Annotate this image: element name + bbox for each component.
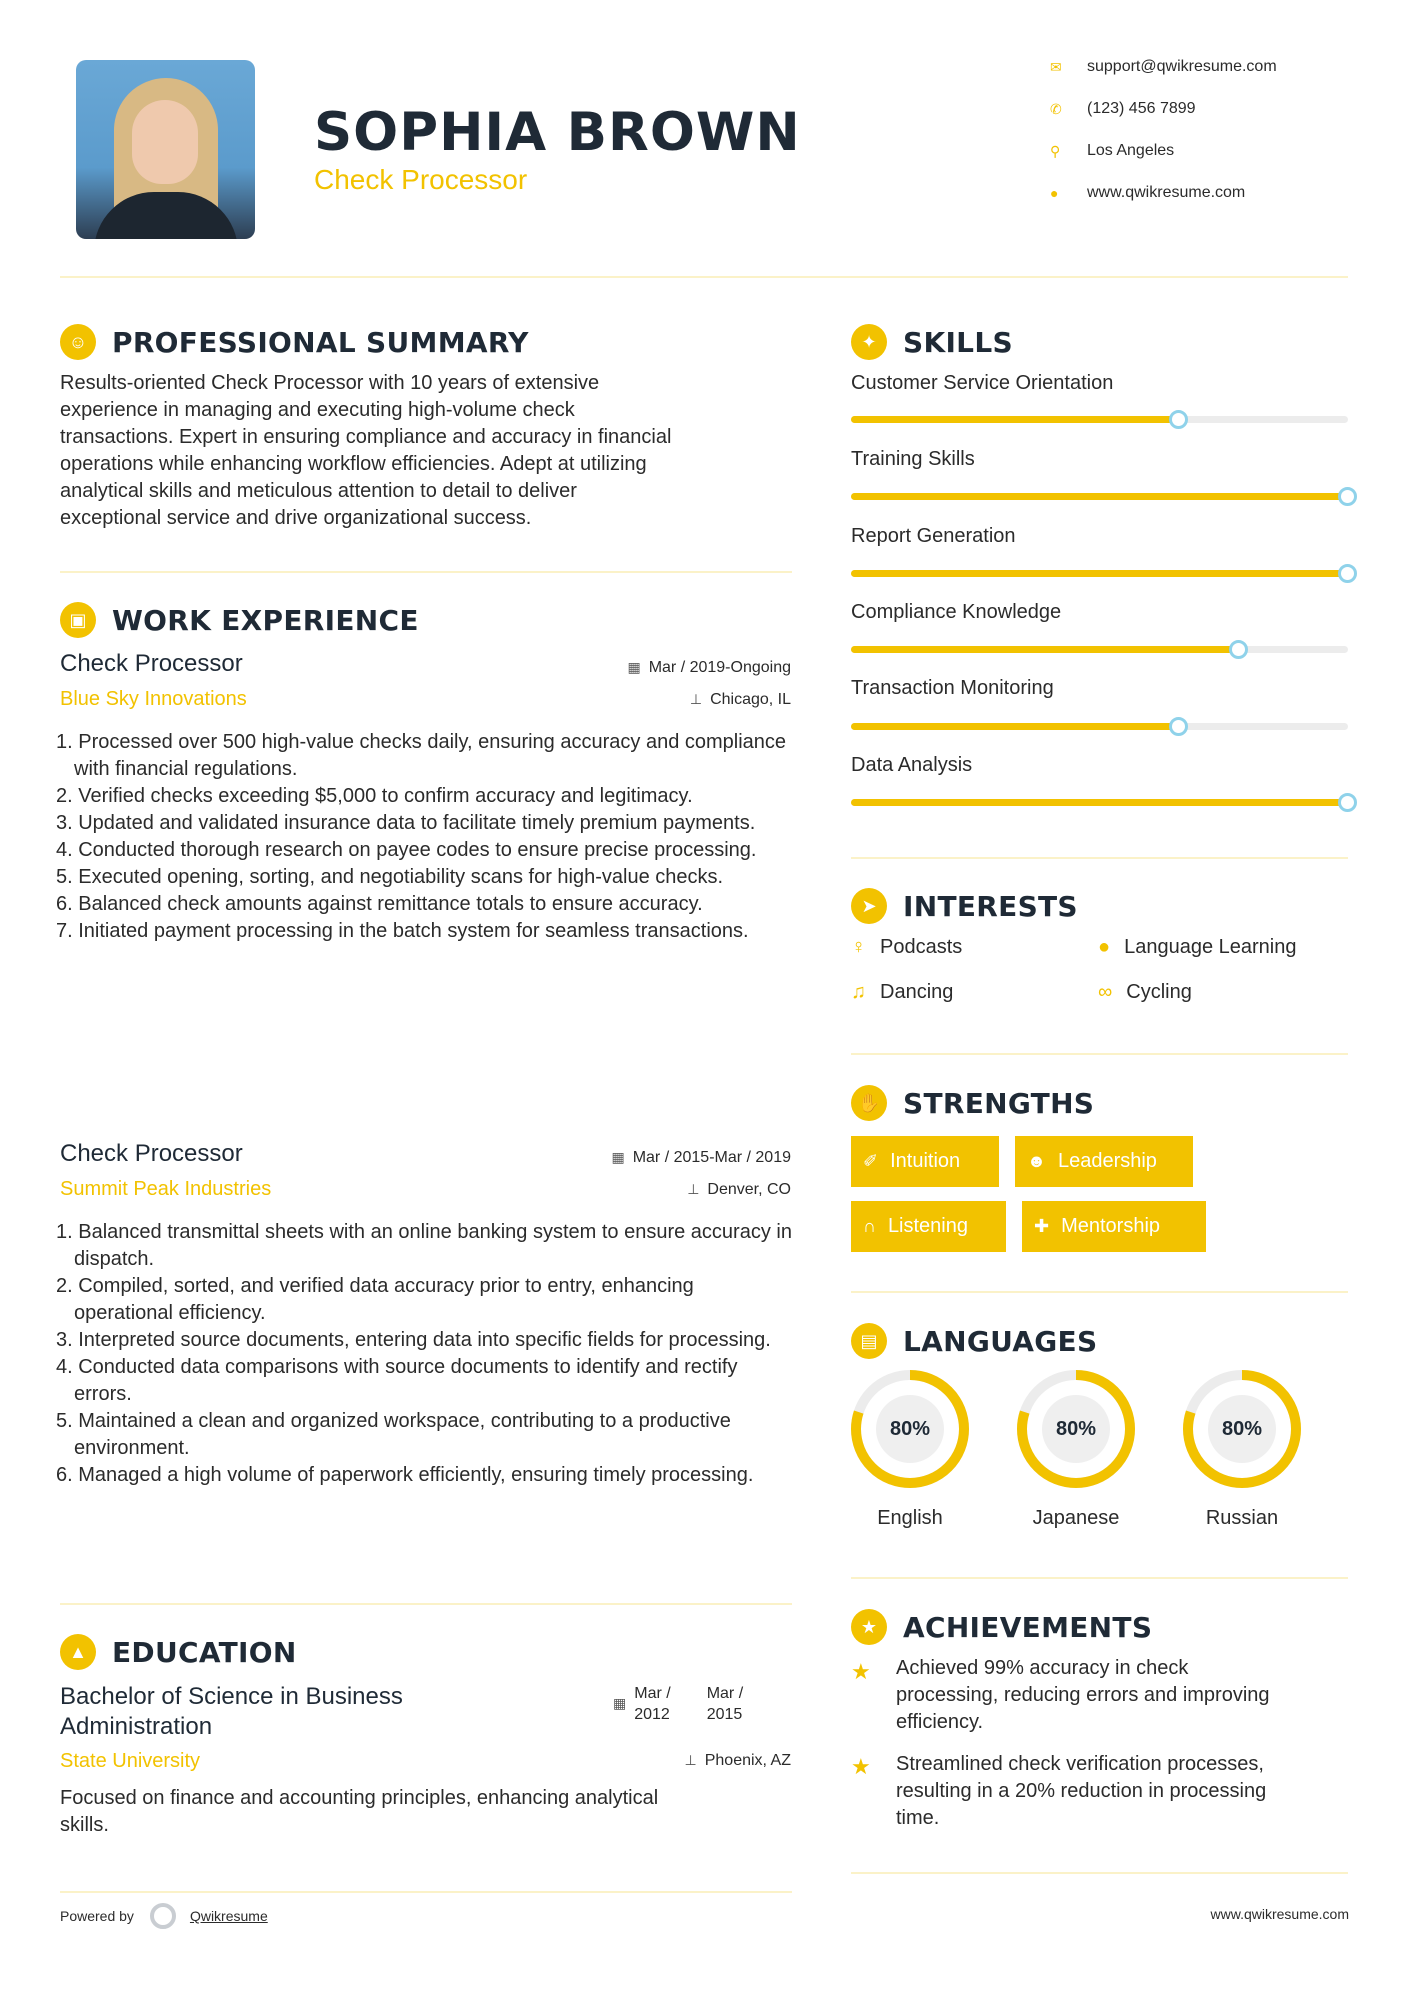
skill-fill: [851, 646, 1239, 653]
edu-date-to: Mar /: [706, 1685, 744, 1702]
graduation-cap-icon: ▲: [60, 1634, 96, 1670]
achievement-item: [896, 1751, 1356, 1832]
education-divider: [60, 1891, 792, 1893]
duty-item: 7. Initiated payment processing in the batch system for seamless transactions.: [56, 920, 749, 942]
education-school: State University: [60, 1750, 201, 1772]
star-icon: ★: [851, 1609, 887, 1645]
job-duties: [56, 729, 796, 945]
education-heading: [60, 1634, 297, 1670]
languages-title: LANGUAGES: [903, 1324, 1098, 1358]
skill-name: Customer Service Orientation: [851, 372, 1114, 394]
edu-date-to-year: 2015: [706, 1706, 743, 1723]
briefcase-icon: ▣: [60, 602, 96, 638]
education-location-text: Phoenix, AZ: [704, 1752, 791, 1769]
education-desc-line: Focused on finance and accounting principles, enhancing analytical: [60, 1787, 659, 1809]
achievement-line: efficiency.: [896, 1711, 984, 1733]
job-date: [627, 659, 791, 677]
powered-by-label: Powered by: [60, 1908, 134, 1924]
phone-icon: ✆: [1050, 100, 1062, 117]
summary-line: operations while enhancing workflow efficiencies. Adept at utilizing: [60, 453, 647, 475]
summary-line: transactions. Expert in ensuring compliance and accuracy in financial: [60, 426, 672, 448]
duty-item: 4. Conducted thorough research on payee codes to ensure precise processing.: [56, 839, 757, 861]
skill-name: Transaction Monitoring: [851, 677, 1054, 699]
job-company: Summit Peak Industries: [60, 1178, 272, 1200]
contact-email[interactable]: [1050, 58, 1370, 76]
strength-badge: [1015, 1136, 1193, 1187]
microphone-icon: ♀: [851, 936, 866, 958]
skill-knob[interactable]: [1169, 410, 1188, 429]
skill-name: Data Analysis: [851, 754, 973, 776]
skill-bar: [851, 493, 1348, 500]
qwikresume-logo-icon: [150, 1903, 176, 1929]
contact-location-text: Los Angeles: [1087, 142, 1175, 159]
duty-item: 3. Interpreted source documents, entering data into specific fields for processing.: [56, 1329, 771, 1351]
language-percent: 80%: [1221, 1418, 1263, 1440]
job-location-text: Denver, CO: [707, 1181, 791, 1198]
skill-fill: [851, 416, 1179, 423]
strengths-divider: [851, 1291, 1348, 1293]
footer-powered-by: [60, 1903, 268, 1929]
interest-item: [1098, 936, 1296, 959]
pin-icon: ⊥: [689, 691, 703, 707]
language-percent: 80%: [889, 1418, 931, 1440]
contact-phone[interactable]: [1050, 100, 1370, 118]
achievement-item: [896, 1655, 1356, 1736]
skill-bar: [851, 799, 1348, 806]
interests-title: INTERESTS: [903, 889, 1078, 923]
strengths-heading: [851, 1085, 1094, 1121]
skill-name: Training Skills: [851, 448, 975, 470]
interest-item: [851, 936, 962, 959]
summary-divider: [60, 571, 792, 573]
skill-fill: [851, 570, 1348, 577]
strength-badge: [1022, 1201, 1206, 1252]
interest-label: Cycling: [1126, 981, 1192, 1003]
summary-line: analytical skills and meticulous attention to detail to deliver: [60, 480, 577, 502]
strength-label: Leadership: [1057, 1150, 1157, 1172]
education-date: [613, 1683, 743, 1725]
education-desc-line: skills.: [60, 1814, 109, 1836]
skill-knob[interactable]: [1338, 487, 1357, 506]
achievements-divider: [851, 1872, 1348, 1874]
achievement-line: Achieved 99% accuracy in check: [896, 1657, 1189, 1679]
education-degree: [60, 1682, 403, 1742]
duty-item: 2. Verified checks exceeding $5,000 to confirm accuracy and legitimacy.: [56, 785, 693, 807]
skill-fill: [851, 493, 1348, 500]
skill-knob[interactable]: [1338, 793, 1357, 812]
education-title: EDUCATION: [112, 1635, 297, 1669]
calendar-icon: ▦: [611, 1149, 625, 1165]
languages-divider: [851, 1577, 1348, 1579]
user-plus-icon: ✚: [1034, 1216, 1050, 1236]
duty-item: 6. Balanced check amounts against remittance totals to ensure accuracy.: [56, 893, 703, 915]
skill-knob[interactable]: [1338, 564, 1357, 583]
degree-line: Bachelor of Science in Business: [60, 1683, 403, 1710]
duty-item: 2. Compiled, sorted, and verified data accuracy prior to entry, enhancing operational efficiency.: [56, 1275, 694, 1324]
contact-website-text: www.qwikresume.com: [1087, 184, 1246, 201]
skill-bar: [851, 723, 1348, 730]
degree-line: Administration: [60, 1713, 213, 1740]
globe-icon: ●: [1098, 936, 1111, 958]
work-heading: [60, 602, 419, 638]
envelope-icon: ✉: [1050, 58, 1062, 75]
skill-bar: [851, 646, 1348, 653]
job-duties: [56, 1219, 796, 1489]
strength-badge: [851, 1136, 999, 1187]
skill-knob[interactable]: [1229, 640, 1248, 659]
magic-wand-icon: ✐: [863, 1151, 879, 1171]
footer-url[interactable]: www.qwikresume.com: [1210, 1906, 1349, 1922]
job-title: Check Processor: [60, 1140, 243, 1167]
work-divider: [60, 1603, 792, 1605]
language-percent: 80%: [1055, 1418, 1097, 1440]
work-title: WORK EXPERIENCE: [112, 603, 419, 637]
job-company: Blue Sky Innovations: [60, 688, 247, 710]
summary-line: experience in managing and executing high-volume check: [60, 399, 575, 421]
users-icon: ☻: [1027, 1151, 1046, 1171]
job-location-text: Chicago, IL: [710, 691, 791, 708]
duty-item: 1. Balanced transmittal sheets with an online banking system to ensure accuracy in dispatch.: [56, 1221, 792, 1270]
achievement-line: resulting in a 20% reduction in processing: [896, 1780, 1267, 1802]
interest-item: [851, 981, 953, 1004]
pin-icon: ⊥: [684, 1752, 697, 1768]
duty-item: 5. Maintained a clean and organized workspace, contributing to a productive environment.: [56, 1410, 731, 1459]
star-icon: ★: [851, 1659, 871, 1684]
skill-knob[interactable]: [1169, 717, 1188, 736]
profile-photo: [76, 60, 255, 239]
strength-badge: [851, 1201, 1006, 1252]
hand-icon: ✋: [851, 1085, 887, 1121]
skill-name: Report Generation: [851, 525, 1016, 547]
map-pin-icon: ⚲: [1050, 142, 1061, 159]
globe-icon: ●: [1050, 185, 1059, 201]
contact-email-text: support@qwikresume.com: [1087, 58, 1277, 75]
job-location: [690, 691, 791, 709]
summary-text: [60, 370, 800, 532]
job-date-text: Mar / 2015-Mar / 2019: [632, 1149, 791, 1166]
summary-line: exceptional service and drive organizational success.: [60, 507, 532, 529]
interest-label: Dancing: [880, 981, 954, 1003]
interest-label: Language Learning: [1124, 936, 1297, 958]
achievement-line: time.: [896, 1807, 940, 1829]
job-date: [611, 1149, 791, 1167]
skills-divider: [851, 857, 1348, 859]
header-divider: [60, 276, 1348, 278]
language-name: English: [877, 1507, 943, 1529]
skill-name: Compliance Knowledge: [851, 601, 1062, 623]
language-name: Russian: [1205, 1507, 1279, 1529]
qwikresume-link[interactable]: Qwikresume: [189, 1908, 268, 1924]
job-location: [687, 1181, 791, 1199]
skill-fill: [851, 723, 1179, 730]
lightbulb-icon: ✦: [851, 324, 887, 360]
contact-phone-text: (123) 456 7899: [1087, 100, 1196, 117]
skills-title: SKILLS: [903, 325, 1013, 359]
headphones-icon: ∩: [863, 1216, 876, 1236]
edu-date-from: Mar /: [634, 1685, 671, 1702]
calendar-icon: ▦: [627, 659, 641, 675]
skill-bar: [851, 416, 1348, 423]
calendar-icon: ▦: [613, 1695, 627, 1711]
paper-plane-icon: ➤: [851, 888, 887, 924]
education-location: [685, 1752, 791, 1770]
photo-face: [132, 100, 198, 184]
strength-label: Listening: [887, 1215, 968, 1237]
languages-heading: [851, 1323, 1097, 1359]
job-date-text: Mar / 2019-Ongoing: [648, 659, 791, 676]
contact-website[interactable]: [1050, 184, 1370, 202]
summary-heading: [60, 324, 529, 360]
pin-icon: ⊥: [687, 1181, 700, 1197]
summary-title: PROFESSIONAL SUMMARY: [112, 325, 529, 359]
achievement-line: Streamlined check verification processes,: [896, 1753, 1264, 1775]
skill-fill: [851, 799, 1348, 806]
duty-item: 3. Updated and validated insurance data to facilitate timely premium payments.: [56, 812, 756, 834]
strength-label: Intuition: [890, 1150, 961, 1172]
achievements-title: ACHIEVEMENTS: [903, 1610, 1153, 1644]
bicycle-icon: ∞: [1098, 981, 1113, 1003]
strength-label: Mentorship: [1061, 1215, 1161, 1237]
language-name: Japanese: [1032, 1507, 1120, 1529]
interest-label: Podcasts: [880, 936, 963, 958]
education-description: [60, 1785, 800, 1839]
star-icon: ★: [851, 1754, 871, 1779]
job-title: Check Processor: [60, 650, 243, 677]
contact-location: [1050, 142, 1370, 160]
id-card-icon: ▤: [851, 1323, 887, 1359]
candidate-name: SOPHIA BROWN: [314, 102, 801, 163]
skill-bar: [851, 570, 1348, 577]
duty-item: 5. Executed opening, sorting, and negotiability scans for high-value checks.: [56, 866, 724, 888]
interests-divider: [851, 1053, 1348, 1055]
interests-heading: [851, 888, 1078, 924]
summary-line: Results-oriented Check Processor with 10 years of extensive: [60, 372, 600, 394]
interest-item: [1098, 981, 1192, 1004]
user-icon: ☺: [60, 324, 96, 360]
music-note-icon: ♫: [851, 981, 866, 1003]
strengths-title: STRENGTHS: [903, 1086, 1095, 1120]
achievement-line: processing, reducing errors and improving: [896, 1684, 1270, 1706]
edu-date-from-year: 2012: [634, 1706, 670, 1723]
duty-item: 1. Processed over 500 high-value checks daily, ensuring accuracy and compliance with financial regulations.: [56, 731, 787, 780]
achievements-heading: [851, 1609, 1152, 1645]
duty-item: 6. Managed a high volume of paperwork efficiently, ensuring timely processing.: [56, 1464, 754, 1486]
duty-item: 4. Conducted data comparisons with source documents to identify and rectify errors.: [56, 1356, 738, 1405]
candidate-role: Check Processor: [314, 164, 528, 195]
skills-heading: [851, 324, 1013, 360]
